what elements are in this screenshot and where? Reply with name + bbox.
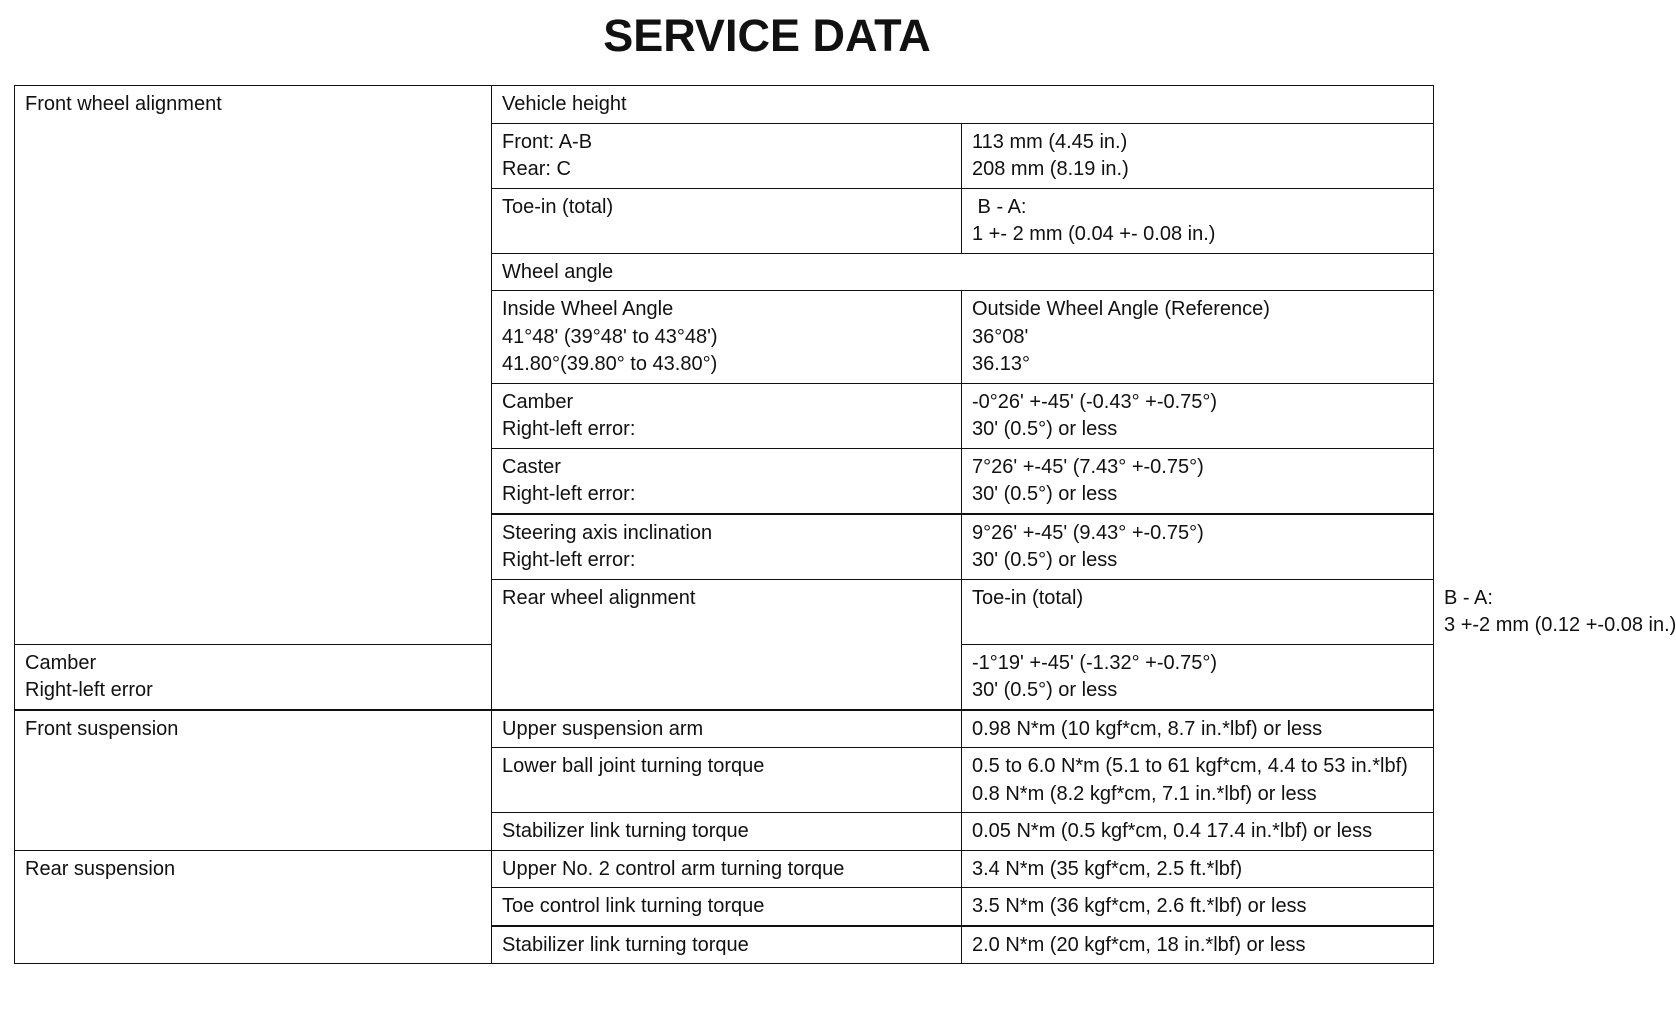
value-line: 208 mm (8.19 in.) [972, 158, 1129, 180]
value-cell: 0.05 N*m (0.5 kgf*cm, 0.4 17.4 in.*lbf) or less [962, 813, 1434, 851]
value-cell: 3.5 N*m (36 kgf*cm, 2.6 ft.*lbf) or less [962, 888, 1434, 926]
spec-line: 41°48' (39°48' to 43°48') [502, 325, 718, 348]
spec-cell [492, 291, 962, 384]
spec-cell [492, 123, 962, 188]
value-cell [962, 123, 1434, 188]
section-label-rear-suspension: Rear suspension [15, 850, 492, 964]
value-cell [962, 748, 1434, 813]
section-label-front-suspension: Front suspension [15, 710, 492, 851]
spec-line: Right-left error: [502, 483, 636, 505]
value-cell [962, 448, 1434, 514]
spec-cell [492, 448, 962, 514]
value-cell [962, 383, 1434, 448]
section-label-rear-wheel-alignment: Rear wheel alignment [492, 579, 962, 710]
spec-line: Camber [502, 390, 574, 413]
value-line: 30' (0.5°) or less [972, 418, 1118, 440]
value-line: 30' (0.5°) or less [972, 483, 1118, 505]
spec-line: Right-left error: [502, 549, 636, 571]
value-line: 0.8 N*m (8.2 kgf*cm, 7.1 in.*lbf) or less [972, 782, 1317, 805]
value-cell: 2.0 N*m (20 kgf*cm, 18 in.*lbf) or less [962, 926, 1434, 964]
table-row: Rear wheel alignment Toe-in (total) B - A: 3 +-2 mm (0.12 +-0.08 in.) [15, 579, 1434, 644]
spec-line: Right-left error: [502, 418, 636, 440]
spec-cell: Toe control link turning torque [492, 888, 962, 926]
spec-cell: Stabilizer link turning torque [492, 926, 962, 964]
value-line: 7°26' +-45' (7.43° +-0.75°) [972, 455, 1204, 478]
service-data-table-wrapper [14, 85, 1676, 964]
value-line: 9°26' +-45' (9.43° +-0.75°) [972, 521, 1204, 544]
value-line: 36°08' [972, 325, 1029, 348]
value-line: 30' (0.5°) or less [972, 679, 1118, 701]
value-line: B - A: [972, 195, 1027, 218]
value-cell: 0.98 N*m (10 kgf*cm, 8.7 in.*lbf) or less [962, 710, 1434, 748]
value-cell [962, 514, 1434, 580]
table-row [15, 86, 1434, 124]
value-line: 0.5 to 6.0 N*m (5.1 to 61 kgf*cm, 4.4 to 53 in.*lbf) [972, 755, 1408, 777]
spec-line: Inside Wheel Angle [502, 298, 674, 320]
spec-cell: Upper suspension arm [492, 710, 962, 748]
table-row [15, 850, 1434, 888]
spec-line: Right-left error [25, 679, 153, 701]
value-line: -1°19' +-45' (-1.32° +-0.75°) [972, 651, 1218, 674]
table-row [15, 710, 1434, 748]
spec-line: Steering axis inclination [502, 521, 713, 544]
spec-cell: Stabilizer link turning torque [492, 813, 962, 851]
spec-line: Caster [502, 455, 561, 478]
section-label-front-wheel-alignment: Front wheel alignment [15, 86, 492, 645]
value-line: 1 +- 2 mm (0.04 +- 0.08 in.) [972, 223, 1216, 245]
value-cell: 3.4 N*m (35 kgf*cm, 2.5 ft.*lbf) [962, 850, 1434, 888]
spec-cell: Toe-in (total) [962, 579, 1434, 644]
spec-cell [15, 644, 492, 710]
spec-cell: Lower ball joint turning torque [492, 748, 962, 813]
service-data-table [14, 85, 1676, 964]
spec-line: Camber [25, 651, 97, 674]
value-line: 30' (0.5°) or less [972, 549, 1118, 571]
subheader-wheel-angle: Wheel angle [492, 253, 1434, 291]
spec-cell [492, 514, 962, 580]
spec-line: Rear: C [502, 158, 571, 180]
value-line: -0°26' +-45' (-0.43° +-0.75°) [972, 390, 1218, 413]
spec-cell: Toe-in (total) [492, 188, 962, 253]
subheader-vehicle-height: Vehicle height [492, 86, 1434, 124]
spec-cell [492, 383, 962, 448]
spec-cell: Upper No. 2 control arm turning torque [492, 850, 962, 888]
spec-line: 41.80°(39.80° to 43.80°) [502, 353, 718, 375]
value-cell [962, 291, 1434, 384]
page-title: SERVICE DATA [603, 10, 931, 61]
value-line: 113 mm (4.45 in.) [972, 130, 1128, 153]
spec-line: Front: A-B [502, 130, 593, 153]
value-cell [962, 644, 1434, 710]
value-cell [962, 188, 1434, 253]
value-line: 36.13° [972, 353, 1031, 375]
value-line: Outside Wheel Angle (Reference) [972, 298, 1270, 320]
